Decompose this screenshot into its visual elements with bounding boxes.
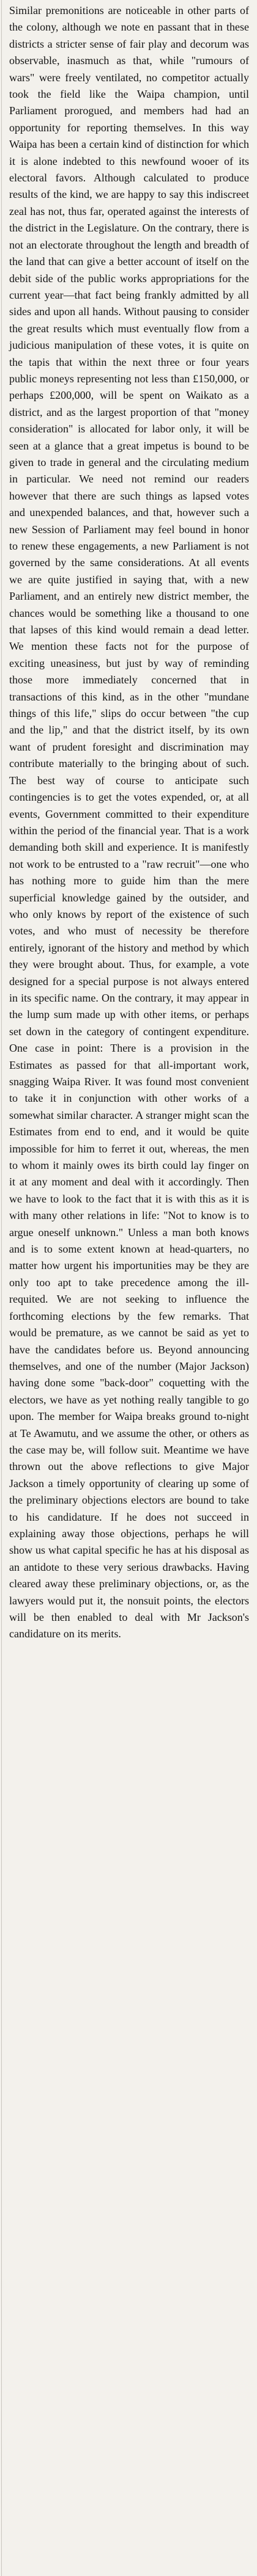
column-rule xyxy=(1,0,2,2576)
article-column xyxy=(9,2,249,1643)
article-paragraph: Similar premonitions are noticeable in other parts of the colony, although we note en passant that in these districts a stricter sense of fair play and decorum was observable, inasmuch as that, while "rumours of wars" were freely ventilated, no competitor actually took the field like the Waipa champion, until Parliament prorogued, and members had had an opportunity for reporting themselves. In this way Waipa has been a certain kind of distinction for which it is alone indebted to this newfound wooer of its electoral favors. Although calculated to produce results of the kind, we are happy to say this indiscreet zeal has not, thus far, operated against the interests of the district in the Legislature. On the contrary, there is not an electorate throughout the length and breadth of the land that can give a better account of itself on the debit side of the public works appropriations for the current year—that fact being frankly admitted by all sides and upon all hands. Without pausing to consider the great results which must eventually flow from a judicious manipulation of these votes, it is quite on the tapis that within the next three or four years public moneys representing not less than £150,000, or perhaps £200,000, will be spent on Waikato as a district, and as the largest proportion of that "money consideration" is allocated for labor only, it will be seen at a glance that a great impetus is bound to be given to trade in general and the circulating medium in particular. We need not remind our readers however that there are such things as lapsed votes and unexpended balances, and that, however such a new Session of Parliament may feel bound in honor to renew these engagements, a new Parliament is not governed by the same considerations. At all events we are quite justified in saying that, with a new Parliament, and an entirely new district member, the chances would be something like a thousand to one that lapses of this kind would remain a dead letter. We mention these facts not for the purpose of exciting uneasiness, but just by way of reminding those more immediately concerned that in transactions of this kind, as in the other "mundane things of this life," slips do occur between "the cup and the lip," and that the district itself, by its own want of prudent foresight and discrimination may contribute materially to the bringing about of such. The best way of course to anticipate such contingencies is to get the votes expended, or, at all events, Government committed to their expenditure within the period of the financial year. That is a work demanding both skill and experience. It is manifestly not work to be entrusted to a "raw recruit"—one who has nothing more to guide him than the mere superficial knowledge gained by the outsider, and who only knows by report of the existence of such votes, and who must of necessity be therefore entirely, ignorant of the history and method by which they were brought about. Thus, for example, a vote designed for a special purpose is not always entered in its specific name. On the contrary, it may appear in the lump sum made up with other items, or perhaps set down in the category of contingent expenditure. One case in point: There is a provision in the Estimates as passed for that all-important work, snagging Waipa River. It was found most convenient to take it in conjunction with other works of a somewhat similar character. A stranger might scan the Estimates from end to end, and it would be quite impossible for him to ferret it out, whereas, the men to whom it mainly owes its birth could lay finger on it at any moment and deal with it accordingly. Then we have to look to the fact that it is with this as it is with many other relations in life: "Not to know is to argue oneself unknown." Unless a man both knows and is to some extent known at head-quarters, no matter how urgent his importunities may be they are only too apt to take precedence among the ill-requited. We are not seeking to influence the forthcoming elections by the few remarks. That would be premature, as we cannot be said as yet to have the candidates before us. Beyond announcing themselves, and one of the number (Major Jackson) having done some "back-door" coquetting with the electors, we have as yet nothing really tangible to go upon. The member for Waipa breaks ground to-night at Te Awamutu, and we assume the other, or others as the case may be, will follow suit. Meantime we have thrown out the above reflections to give Major Jackson a timely opportunity of clearing up some of the preliminary objections electors are bound to take to his candidature. If he does not succeed in explaining away those objections, perhaps he will show us what capital specific he has at his disposal as an antidote to these very serious drawbacks. Having cleared away these preliminary objections, or, as the lawyers would put it, the nonsuit points, the electors will be then enabled to deal with Mr Jackson's candidature on its merits. xyxy=(9,4,249,1640)
